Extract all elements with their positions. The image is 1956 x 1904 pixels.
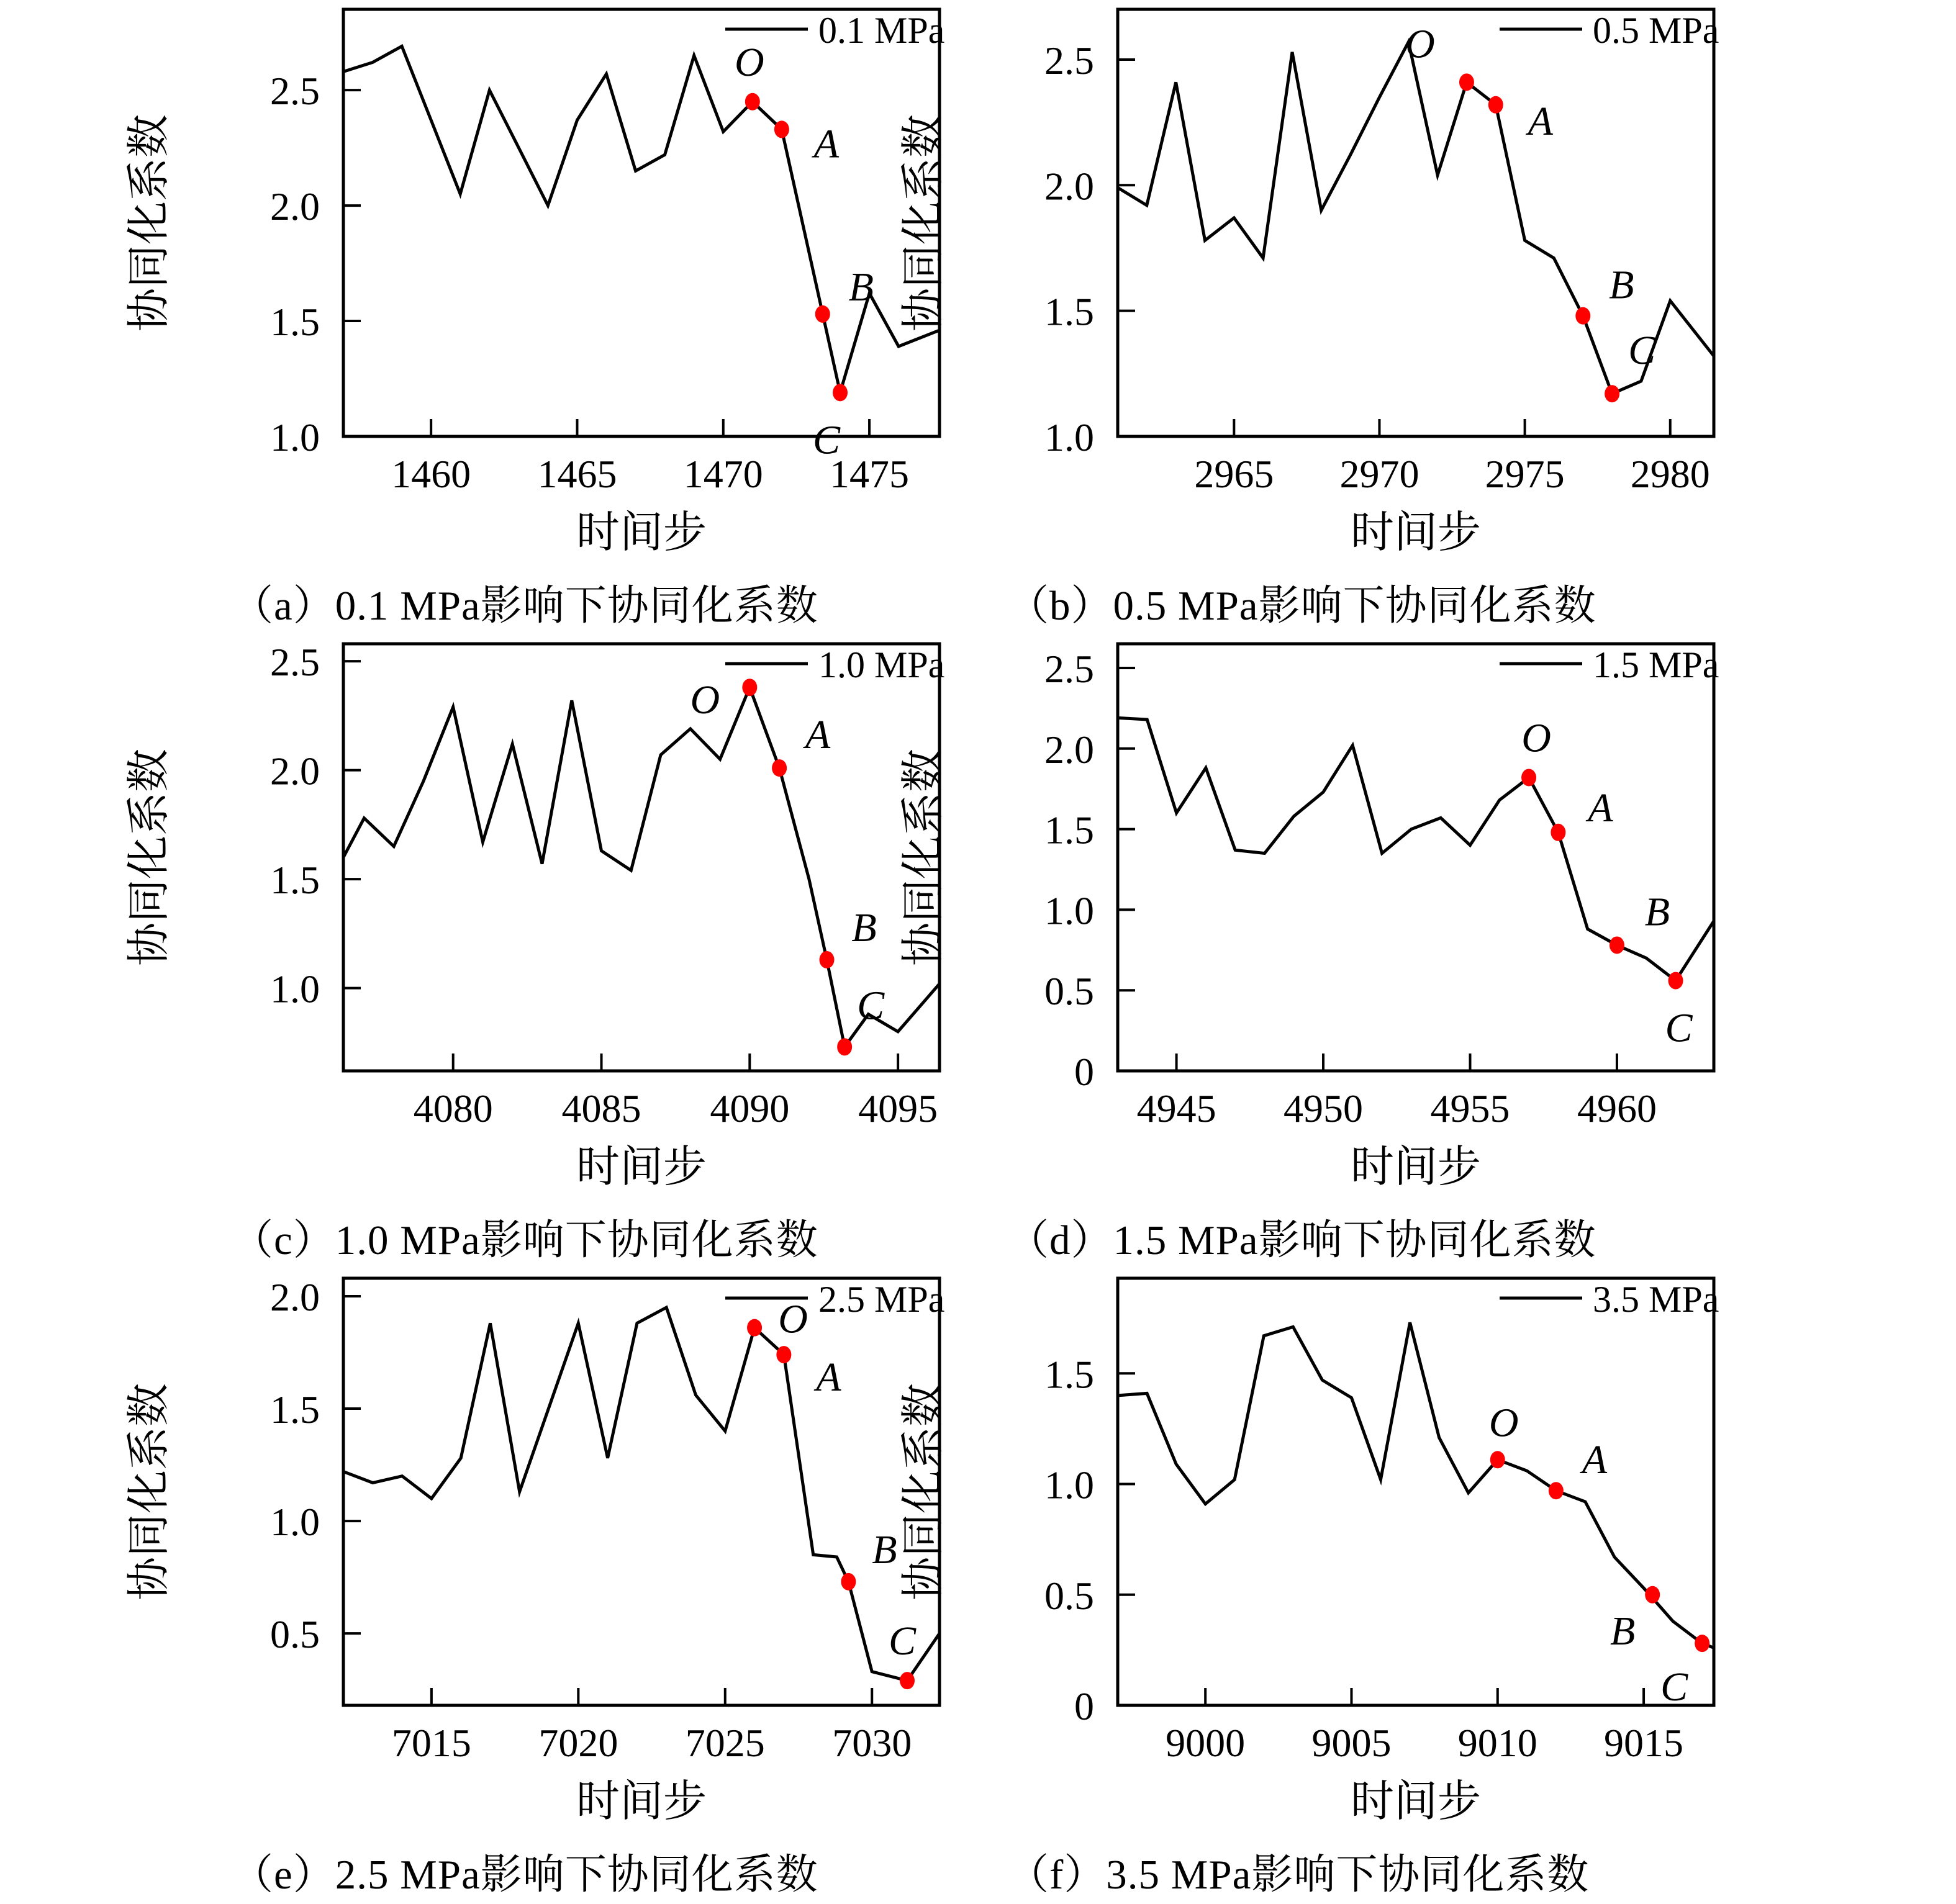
panel-e-plot-border — [343, 1278, 940, 1705]
panel-f-data-line — [1118, 1322, 1714, 1648]
panel-a-marker-label-O: O — [734, 39, 764, 85]
panel-e-marker-C — [900, 1672, 915, 1689]
panel-e-marker-label-O: O — [778, 1296, 808, 1342]
panel-a-x-axis-title: 时间步 — [576, 509, 707, 557]
panel-b-x-tick-label: 2965 — [1194, 452, 1274, 496]
panel-d-y-tick-label: 0.5 — [1044, 969, 1094, 1014]
panel-a-x-tick-label: 1465 — [537, 452, 617, 496]
panel-e-marker-label-B: B — [872, 1527, 897, 1572]
panel-f-x-axis-title: 时间步 — [1351, 1778, 1481, 1826]
panel-f-y-tick-label: 0.5 — [1044, 1573, 1094, 1618]
panel-b-x-tick-label: 2970 — [1339, 452, 1419, 496]
panel-d-marker-A — [1551, 824, 1565, 841]
panel-c-marker-label-B: B — [851, 905, 877, 950]
panel-b-marker-label-A: A — [1528, 98, 1553, 144]
panel-d-y-tick-label: 1.0 — [1044, 888, 1094, 933]
panel-e-marker-O — [747, 1319, 762, 1337]
panel-c-marker-O — [742, 679, 757, 696]
panel-e-marker-A — [776, 1346, 791, 1363]
panel-d-y-axis-title: 协同化系数 — [900, 749, 948, 966]
panel-a-x-tick-label: 1460 — [391, 452, 471, 496]
panel-a-caption: （a）0.1 MPa影响下协同化系数 — [232, 583, 818, 629]
panel-d-marker-label-A: A — [1588, 785, 1613, 831]
panel-e-y-tick-label: 1.0 — [270, 1500, 320, 1545]
panel-c-x-tick-label: 4080 — [413, 1086, 493, 1130]
panel-e-x-tick-label: 7025 — [685, 1721, 765, 1765]
panel-a-plot-border — [343, 9, 940, 436]
panel-d-x-tick-label: 4950 — [1284, 1086, 1364, 1130]
panel-a-marker-label-A: A — [813, 121, 840, 167]
panel-c-caption: （c）1.0 MPa影响下协同化系数 — [232, 1217, 818, 1263]
panel-d-marker-label-B: B — [1644, 889, 1670, 935]
panel-b-marker-label-O: O — [1405, 21, 1435, 67]
panel-e-x-tick-label: 7030 — [832, 1721, 912, 1765]
panel-c-x-tick-label: 4095 — [858, 1086, 938, 1130]
panel-d-y-tick-label: 1.5 — [1044, 808, 1094, 852]
panel-b-y-tick-label: 1.5 — [1044, 289, 1094, 334]
panel-d-caption: （d）1.5 MPa影响下协同化系数 — [1007, 1217, 1596, 1263]
panel-a-marker-A — [774, 120, 789, 138]
panel-f-x-tick-label: 9005 — [1311, 1721, 1392, 1765]
panel-f-marker-B — [1645, 1586, 1660, 1604]
panel-e-x-axis-title: 时间步 — [576, 1778, 707, 1826]
panel-c-marker-label-O: O — [690, 677, 720, 723]
panel-b-marker-A — [1488, 96, 1503, 114]
panel-b-legend-label: 0.5 MPa — [1593, 10, 1719, 51]
panel-a-x-tick-label: 1470 — [683, 452, 763, 496]
panel-f-y-tick-label: 1.5 — [1044, 1352, 1094, 1397]
panel-d-x-axis-title: 时间步 — [1351, 1144, 1481, 1191]
panel-c-y-tick-label: 1.0 — [270, 967, 320, 1011]
panel-c-marker-C — [837, 1038, 852, 1055]
panel-b-data-line — [1118, 42, 1714, 394]
panel-a-x-tick-label: 1475 — [830, 452, 910, 496]
panel-f-y-tick-label: 1.0 — [1044, 1463, 1094, 1507]
panel-f-x-tick-label: 9000 — [1166, 1721, 1246, 1765]
panel-f-marker-label-C: C — [1660, 1664, 1688, 1710]
panel-b-marker-B — [1575, 307, 1590, 325]
panel-b-x-tick-label: 2980 — [1630, 452, 1710, 496]
panel-f-marker-O — [1490, 1451, 1505, 1468]
panel-c-x-axis-title: 时间步 — [576, 1144, 707, 1191]
panel-b-x-axis-title: 时间步 — [1351, 509, 1481, 557]
panel-c-data-line — [343, 687, 940, 1047]
panel-e-data-line — [343, 1307, 940, 1681]
panel-a-marker-label-B: B — [848, 264, 874, 310]
panel-a-marker-O — [745, 93, 760, 111]
panel-e-y-axis-title: 协同化系数 — [125, 1383, 173, 1600]
panel-f-y-tick-label: 0 — [1074, 1684, 1094, 1728]
panel-d-data-line — [1118, 718, 1714, 980]
panel-d-plot-border — [1118, 644, 1714, 1071]
panel-d-marker-label-C: C — [1665, 1005, 1693, 1051]
panel-f-x-tick-label: 9015 — [1604, 1721, 1684, 1765]
panel-d-x-tick-label: 4945 — [1136, 1086, 1216, 1130]
panel-e-marker-B — [841, 1573, 856, 1590]
panel-a-data-line — [343, 47, 940, 393]
panel-f-marker-A — [1549, 1482, 1564, 1499]
panel-a-marker-B — [815, 305, 830, 323]
panel-b-marker-O — [1459, 73, 1474, 91]
panel-e-marker-label-C: C — [888, 1618, 916, 1664]
panel-d-legend-label: 1.5 MPa — [1593, 644, 1719, 685]
panel-a-y-tick-label: 1.5 — [270, 300, 320, 345]
panel-c-marker-label-C: C — [857, 983, 885, 1029]
panel-f-marker-label-B: B — [1610, 1608, 1636, 1654]
panel-a-marker-label-C: C — [812, 417, 841, 463]
panel-b-marker-label-B: B — [1609, 262, 1634, 308]
panel-b-y-tick-label: 2.5 — [1044, 38, 1094, 83]
panel-f-marker-label-A: A — [1582, 1437, 1608, 1483]
panel-b-marker-label-C: C — [1628, 328, 1656, 374]
panel-e-y-tick-label: 2.0 — [270, 1275, 320, 1319]
panel-a-y-tick-label: 2.5 — [270, 69, 320, 114]
panel-b-y-tick-label: 2.0 — [1044, 164, 1094, 209]
panel-d-x-tick-label: 4960 — [1577, 1086, 1657, 1130]
panel-c-y-axis-title: 协同化系数 — [125, 749, 173, 966]
panel-c-x-tick-label: 4090 — [710, 1086, 790, 1130]
panel-c-x-tick-label: 4085 — [561, 1086, 641, 1130]
panel-f-legend-label: 3.5 MPa — [1593, 1279, 1719, 1320]
panel-a-legend-label: 0.1 MPa — [818, 10, 945, 51]
panel-f-caption: （f）3.5 MPa影响下协同化系数 — [1007, 1852, 1590, 1898]
panel-c-y-tick-label: 2.5 — [270, 640, 320, 685]
panel-c-y-tick-label: 1.5 — [270, 858, 320, 903]
panel-c-marker-A — [772, 759, 787, 777]
panel-a-y-tick-label: 2.0 — [270, 184, 320, 229]
panel-c-legend-label: 1.0 MPa — [818, 644, 945, 685]
panel-c-y-tick-label: 2.0 — [270, 749, 320, 793]
panel-d-marker-label-O: O — [1521, 715, 1551, 761]
panel-f-marker-C — [1695, 1635, 1709, 1652]
panel-f-marker-label-O: O — [1488, 1400, 1519, 1446]
panel-e-x-tick-label: 7020 — [538, 1721, 618, 1765]
panel-d-x-tick-label: 4955 — [1430, 1086, 1510, 1130]
panel-a-marker-C — [833, 384, 848, 401]
panel-a-y-tick-label: 1.0 — [270, 415, 320, 459]
panel-a-y-axis-title: 协同化系数 — [125, 114, 173, 332]
panel-f-x-tick-label: 9010 — [1457, 1721, 1537, 1765]
panel-c-plot-border — [343, 644, 940, 1071]
panel-b-y-axis-title: 协同化系数 — [900, 114, 948, 332]
panel-e-y-tick-label: 0.5 — [270, 1612, 320, 1657]
panel-d-marker-C — [1668, 972, 1683, 990]
panel-b-caption: （b）0.5 MPa影响下协同化系数 — [1007, 583, 1596, 629]
panel-e-x-tick-label: 7015 — [391, 1721, 471, 1765]
panel-d-y-tick-label: 0 — [1074, 1050, 1094, 1094]
panel-d-marker-B — [1610, 936, 1624, 954]
panel-b-x-tick-label: 2975 — [1485, 452, 1565, 496]
panel-e-y-tick-label: 1.5 — [270, 1387, 320, 1432]
panel-c-marker-label-A: A — [805, 712, 831, 758]
panel-d-y-tick-label: 2.0 — [1044, 727, 1094, 772]
panel-b-y-tick-label: 1.0 — [1044, 415, 1094, 459]
panel-b-marker-C — [1605, 385, 1619, 402]
panel-e-legend-label: 2.5 MPa — [818, 1279, 945, 1320]
panel-d-marker-O — [1521, 769, 1536, 786]
panel-c-marker-B — [820, 951, 835, 968]
panel-e-caption: （e）2.5 MPa影响下协同化系数 — [232, 1852, 818, 1898]
panel-e-marker-label-A: A — [816, 1355, 841, 1401]
panel-d-y-tick-label: 2.5 — [1044, 646, 1094, 691]
panel-f-y-axis-title: 协同化系数 — [900, 1383, 948, 1600]
